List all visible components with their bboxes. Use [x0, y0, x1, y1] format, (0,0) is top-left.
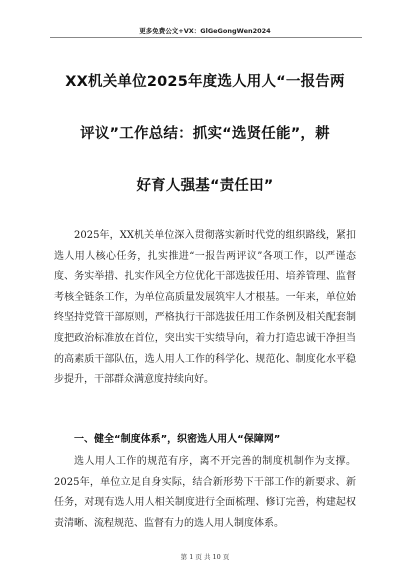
- body-paragraph-1: [54, 226, 356, 391]
- document-title-line-2: 评议”工作总结：抓实“选贤任能”，耕: [80, 126, 330, 142]
- paragraph-text: 选人用人工作的规范有序，离不开完善的制度机制作为支撑。2025年，单位立足自身实际，结合新形势下干部工作的新要求、新任务，对现有选人用人相关制度进行全面梳理、修订完善，构建起权责清晰、流程规范、监督有力的选人用人制度体系。: [54, 456, 356, 529]
- body-paragraph-2: [54, 452, 356, 536]
- header-note: 更多免费公文+VX：GlGeGongWen2024: [139, 27, 271, 35]
- paragraph-text: 2025年，XX机关单位深入贯彻落实新时代党的组织路线，紧扣选人用人核心任务，扎实推进“一报告两评议”各项工作，以严谨态度、务实举措、扎实作风全方位优化干部选拔任用、培养管理、监督考核全链条工作，为单位高质量发展筑牢人才根基。一年来，单位始终坚持党管干部原则，严格执行干部选拔任用工作条例及相关配套制度把政治标准放在首位，突出实干实绩导向，着力打造忠诚干净担当的高素质干部队伍，选人用人工作的科学化、规范化、制度化水平稳步提升，干部群众满意度持续向好。: [54, 230, 356, 386]
- page-footer: 第 1 页 共 10 页: [180, 553, 230, 561]
- header-divider: [50, 37, 362, 38]
- document-title-line-1: XX机关单位2025年度选人用人“一报告两: [65, 74, 345, 90]
- section-heading-1: 一、健全“制度体系”，织密选人用人“保障网”: [74, 434, 281, 445]
- document-title-line-3: 好育人强基“责任田”: [136, 178, 274, 194]
